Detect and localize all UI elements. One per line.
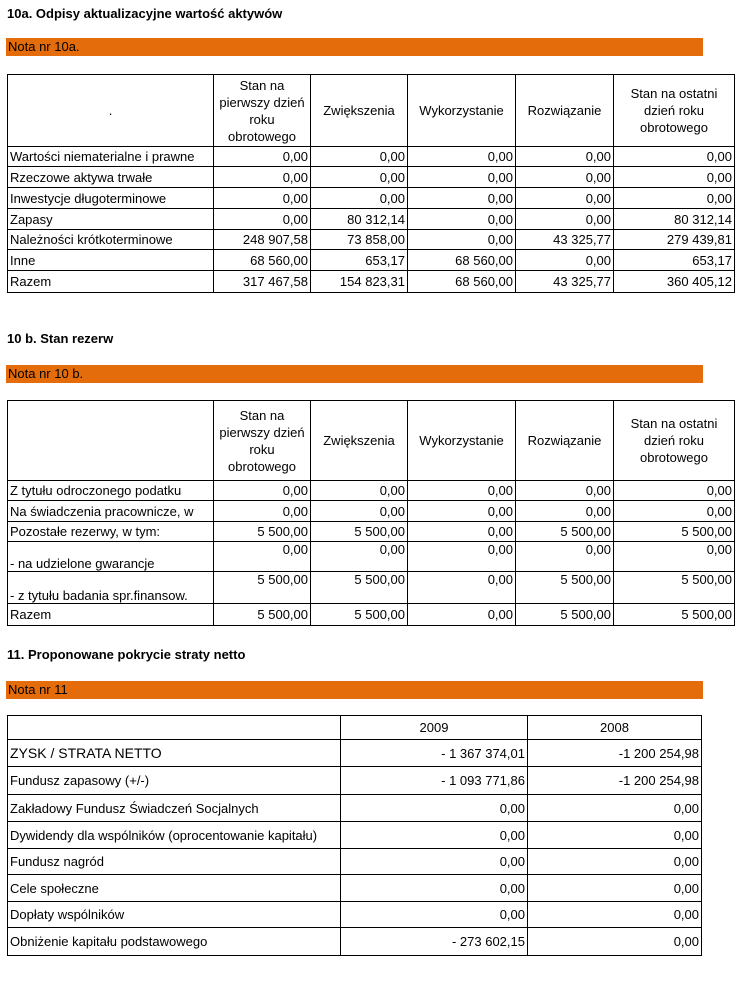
row-label: Należności krótkoterminowe — [8, 230, 214, 250]
cell-value: 5 500,00 — [214, 604, 311, 626]
row-label: - z tytułu badania spr.finansow. — [8, 572, 214, 604]
cell-value: 0,00 — [341, 822, 528, 849]
cell-value: 73 858,00 — [311, 230, 408, 250]
table-row — [8, 522, 735, 542]
cell-value: 0,00 — [311, 147, 408, 167]
cell-value: 0,00 — [516, 542, 614, 572]
table-10b-col-header: Zwiększenia — [311, 401, 408, 481]
table-10a-col-header: Wykorzystanie — [408, 75, 516, 147]
cell-value: 0,00 — [311, 481, 408, 501]
cell-value: 68 560,00 — [408, 250, 516, 271]
row-label: Inwestycje długoterminowe — [8, 188, 214, 209]
cell-value: 0,00 — [341, 902, 528, 928]
table-10a-col-header: Stan na pierwszy dzień roku obrotowego — [214, 75, 311, 147]
nota-10b-bar — [6, 365, 703, 383]
table-10b-col-header: Rozwiązanie — [516, 401, 614, 481]
row-label: Razem — [8, 271, 214, 293]
cell-value: 0,00 — [341, 875, 528, 902]
cell-value: 0,00 — [408, 230, 516, 250]
cell-value: 0,00 — [214, 167, 311, 188]
cell-value: 0,00 — [516, 209, 614, 230]
table-row — [8, 740, 702, 767]
cell-value: 0,00 — [614, 501, 735, 522]
table-10a-col-header: Rozwiązanie — [516, 75, 614, 147]
cell-value: 0,00 — [614, 542, 735, 572]
cell-value: 0,00 — [311, 167, 408, 188]
row-label: Fundusz zapasowy (+/-) — [8, 767, 341, 795]
table-10a — [7, 74, 735, 293]
cell-value: 0,00 — [528, 795, 702, 822]
table-row — [8, 167, 735, 188]
cell-value: 279 439,81 — [614, 230, 735, 250]
table-10a-col-header: Zwiększenia — [311, 75, 408, 147]
cell-value: 0,00 — [214, 147, 311, 167]
table-10b — [7, 400, 735, 626]
row-label: Dywidendy dla wspólników (oprocentowanie kapitału) — [8, 822, 341, 849]
table-10a-header-row — [8, 75, 735, 147]
row-label: Inne — [8, 250, 214, 271]
cell-value: 5 500,00 — [311, 604, 408, 626]
table-row — [8, 230, 735, 250]
cell-value: 5 500,00 — [614, 522, 735, 542]
cell-value: 0,00 — [516, 147, 614, 167]
row-label: Obniżenie kapitału podstawowego — [8, 928, 341, 956]
cell-value: 0,00 — [214, 188, 311, 209]
row-label: Razem — [8, 604, 214, 626]
cell-value: -1 200 254,98 — [528, 740, 702, 767]
cell-value: 0,00 — [516, 167, 614, 188]
row-label: Rzeczowe aktywa trwałe — [8, 167, 214, 188]
cell-value: 0,00 — [528, 849, 702, 875]
table-row-total — [8, 604, 735, 626]
row-label: ZYSK / STRATA NETTO — [8, 740, 341, 767]
cell-value: 0,00 — [614, 147, 735, 167]
cell-value: 68 560,00 — [408, 271, 516, 293]
table-10b-col-header: Stan na ostatni dzień roku obrotowego — [614, 401, 735, 481]
cell-value: -1 200 254,98 — [528, 767, 702, 795]
cell-value: 0,00 — [311, 542, 408, 572]
cell-value: 0,00 — [516, 188, 614, 209]
table-10a-col-header: Stan na ostatni dzień roku obrotowego — [614, 75, 735, 147]
cell-value: 0,00 — [516, 501, 614, 522]
table-row — [8, 795, 702, 822]
year-header: 2009 — [341, 716, 528, 740]
table-11-header-row — [8, 716, 702, 740]
cell-value: 0,00 — [341, 795, 528, 822]
cell-value: 0,00 — [516, 481, 614, 501]
cell-value: 0,00 — [408, 481, 516, 501]
cell-value: - 1 367 374,01 — [341, 740, 528, 767]
cell-value: 317 467,58 — [214, 271, 311, 293]
table-10b-col-header: Wykorzystanie — [408, 401, 516, 481]
row-label: Dopłaty wspólników — [8, 902, 341, 928]
table-10b-col-header: Stan na pierwszy dzień roku obrotowego — [214, 401, 311, 481]
section-10b-title: 10 b. Stan rezerw — [7, 331, 114, 346]
section-11-title: 11. Proponowane pokrycie straty netto — [7, 647, 246, 662]
year-header: 2008 — [528, 716, 702, 740]
nota-11-label: Nota nr 11 — [8, 682, 68, 697]
table-row — [8, 875, 702, 902]
cell-value: 0,00 — [528, 902, 702, 928]
cell-value: 0,00 — [214, 501, 311, 522]
cell-value: 360 405,12 — [614, 271, 735, 293]
table-row — [8, 481, 735, 501]
table-row — [8, 501, 735, 522]
row-label: Zapasy — [8, 209, 214, 230]
cell-value: 0,00 — [408, 209, 516, 230]
cell-value: 80 312,14 — [614, 209, 735, 230]
cell-value: 248 907,58 — [214, 230, 311, 250]
table-11 — [7, 715, 702, 956]
cell-value: 80 312,14 — [311, 209, 408, 230]
row-label: Na świadczenia pracownicze, w — [8, 501, 214, 522]
cell-value: 0,00 — [408, 522, 516, 542]
cell-value: 0,00 — [408, 542, 516, 572]
cell-value: 0,00 — [528, 822, 702, 849]
cell-value: 0,00 — [614, 167, 735, 188]
table-11-corner — [8, 716, 341, 740]
cell-value: 0,00 — [614, 188, 735, 209]
table-row — [8, 542, 735, 572]
row-label: Wartości niematerialne i prawne — [8, 147, 214, 167]
table-row — [8, 572, 735, 604]
cell-value: 43 325,77 — [516, 271, 614, 293]
table-row — [8, 209, 735, 230]
cell-value: 0,00 — [408, 167, 516, 188]
row-label: Pozostałe rezerwy, w tym: — [8, 522, 214, 542]
cell-value: 43 325,77 — [516, 230, 614, 250]
cell-value: 5 500,00 — [614, 572, 735, 604]
cell-value: 0,00 — [408, 147, 516, 167]
cell-value: 0,00 — [311, 501, 408, 522]
row-label: - na udzielone gwarancje — [8, 542, 214, 572]
table-row — [8, 849, 702, 875]
cell-value: 154 823,31 — [311, 271, 408, 293]
table-row — [8, 928, 702, 956]
cell-value: 5 500,00 — [214, 572, 311, 604]
table-row — [8, 767, 702, 795]
row-label: Cele społeczne — [8, 875, 341, 902]
table-row — [8, 250, 735, 271]
row-label: Zakładowy Fundusz Świadczeń Socjalnych — [8, 795, 341, 822]
cell-value: 0,00 — [311, 188, 408, 209]
table-row — [8, 188, 735, 209]
cell-value: 5 500,00 — [311, 572, 408, 604]
nota-10b-label: Nota nr 10 b. — [8, 366, 84, 381]
cell-value: 68 560,00 — [214, 250, 311, 271]
table-10b-header-row — [8, 401, 735, 481]
cell-value: 5 500,00 — [214, 522, 311, 542]
table-row — [8, 902, 702, 928]
cell-value: 5 500,00 — [516, 572, 614, 604]
cell-value: - 273 602,15 — [341, 928, 528, 956]
cell-value: 0,00 — [528, 928, 702, 956]
cell-value: 0,00 — [614, 481, 735, 501]
table-10a-corner: . — [8, 75, 214, 147]
cell-value: 5 500,00 — [516, 522, 614, 542]
table-row — [8, 147, 735, 167]
table-row-total — [8, 271, 735, 293]
cell-value: 0,00 — [408, 188, 516, 209]
cell-value: 0,00 — [214, 542, 311, 572]
nota-11-bar — [6, 681, 703, 699]
table-10b-corner — [8, 401, 214, 481]
nota-10a-label: Nota nr 10a. — [8, 39, 80, 54]
cell-value: 0,00 — [516, 250, 614, 271]
cell-value: 5 500,00 — [516, 604, 614, 626]
cell-value: - 1 093 771,86 — [341, 767, 528, 795]
table-row — [8, 822, 702, 849]
cell-value: 5 500,00 — [614, 604, 735, 626]
row-label: Fundusz nagród — [8, 849, 341, 875]
row-label: Z tytułu odroczonego podatku — [8, 481, 214, 501]
cell-value: 0,00 — [528, 875, 702, 902]
nota-10a-bar — [6, 38, 703, 56]
cell-value: 653,17 — [311, 250, 408, 271]
cell-value: 0,00 — [408, 572, 516, 604]
cell-value: 653,17 — [614, 250, 735, 271]
cell-value: 0,00 — [214, 481, 311, 501]
cell-value: 0,00 — [214, 209, 311, 230]
cell-value: 0,00 — [341, 849, 528, 875]
cell-value: 0,00 — [408, 604, 516, 626]
cell-value: 0,00 — [408, 501, 516, 522]
cell-value: 5 500,00 — [311, 522, 408, 542]
section-10a-title: 10a. Odpisy aktualizacyjne wartość aktywów — [7, 6, 283, 21]
